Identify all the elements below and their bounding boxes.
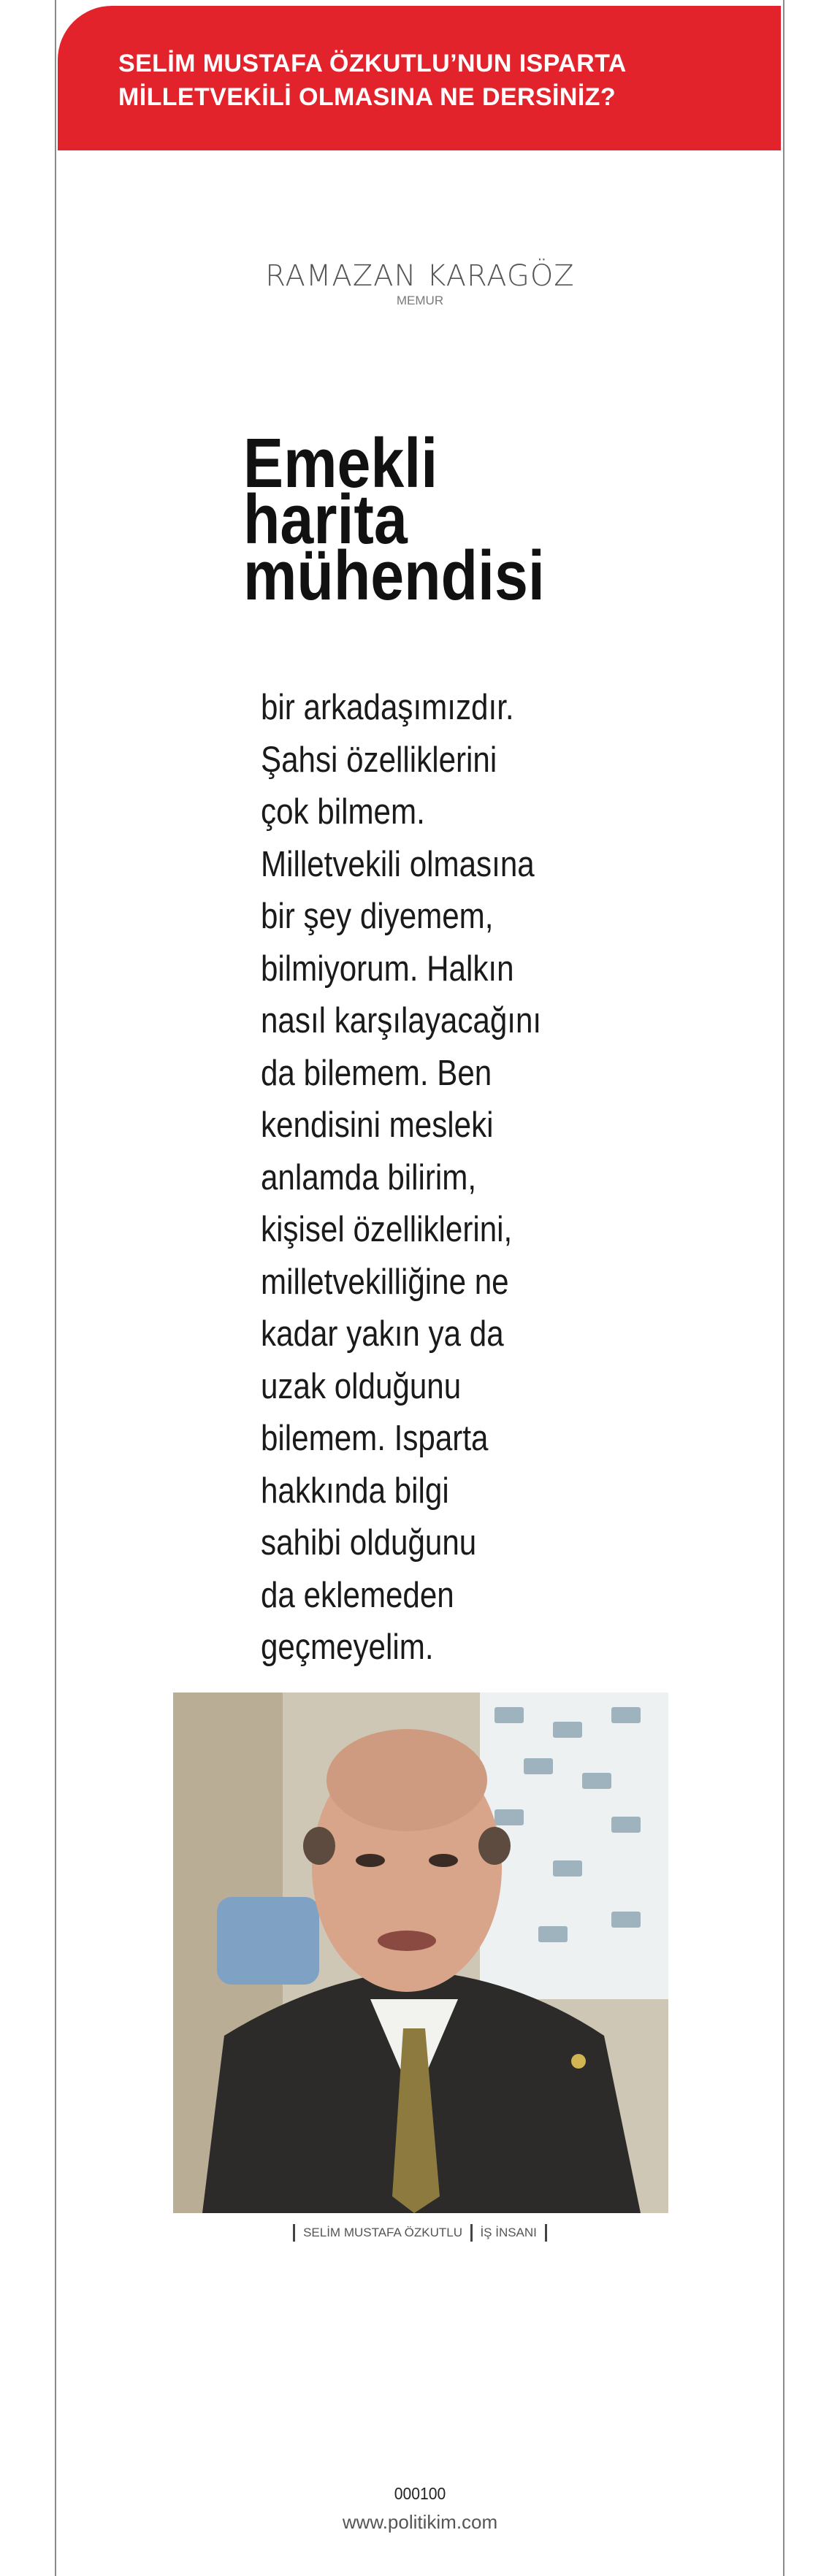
author-role: MEMUR bbox=[396, 294, 444, 307]
page-border-right bbox=[783, 0, 784, 2576]
caption-divider bbox=[293, 2224, 295, 2242]
question-banner bbox=[58, 6, 781, 150]
caption-role: İŞ İNSANI bbox=[480, 2226, 537, 2239]
page-border-left bbox=[55, 0, 56, 2576]
article-headline: Emekli harita mühendisi bbox=[243, 424, 545, 615]
caption-name: SELİM MUSTAFA ÖZKUTLU bbox=[303, 2226, 462, 2239]
website-url[interactable]: www.politikim.com bbox=[342, 2511, 498, 2533]
photo-caption bbox=[0, 2224, 840, 2242]
article-body: bir arkadaşımızdır. Şahsi özelliklerini çok bilmem. Milletvekili olmasına bir şey diyemem, bilmiyorum. Halkın nasıl karşılayacağını da bilemem. Ben kendisini mesleki anlamda bilirim, kişisel özelliklerini, milletvekilliğine ne kadar yakın ya da uzak olduğunu bilemem. Isparta hakkında bilgi sahibi olduğunu da eklemeden geçmeyelim. bbox=[261, 688, 542, 1667]
author-name: RAMAZAN KARAGÖZ bbox=[265, 259, 575, 293]
caption-divider bbox=[470, 2224, 473, 2242]
caption-divider bbox=[545, 2224, 547, 2242]
portrait-photo bbox=[173, 1693, 668, 2213]
author-block bbox=[0, 260, 840, 308]
banner-question: SELİM MUSTAFA ÖZKUTLU’NUN ISPARTA MİLLETVEKİLİ OLMASINA NE DERSİNİZ? bbox=[118, 50, 627, 111]
page-number: 000100 bbox=[394, 2484, 446, 2503]
